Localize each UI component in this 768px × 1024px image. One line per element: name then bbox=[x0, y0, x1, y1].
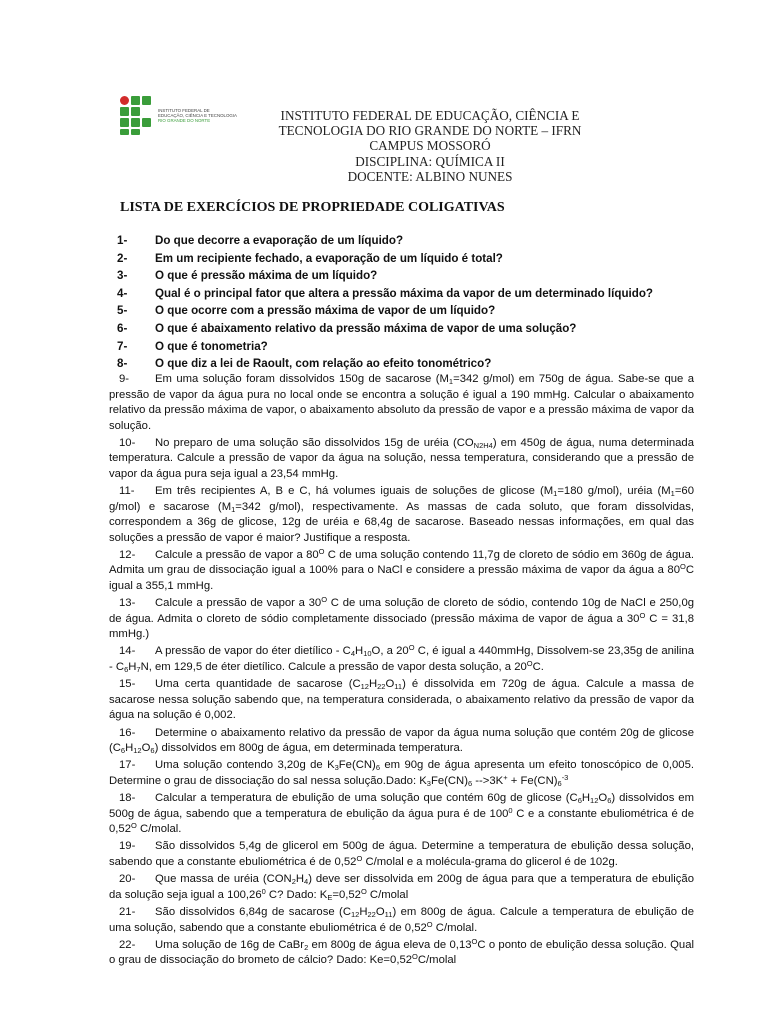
question-item: 6- O que é abaixamento relativo da pressão máxima de vapor de uma solução? bbox=[117, 321, 577, 335]
header-campus: CAMPUS MOSSORÓ bbox=[369, 138, 491, 154]
question-list bbox=[117, 232, 697, 373]
exercise-18: 18- Calcular a temperatura de ebulição de uma solução que contém 60g de glicose $(C_6H_{12}O_6)$ dissolvidos em 500g de água, sabendo que a temperatura de ebulição da água pura é de $100^0$ C e a constante ebuliométrica é de $0,52^O$ C/molal. bbox=[109, 792, 694, 836]
exercise-list bbox=[109, 372, 694, 971]
logo-line2: EDUCAÇÃO, CIÊNCIA E TECNOLOGIA bbox=[158, 113, 237, 118]
exercise-15: 15- Uma certa quantidade de sacarose $(C_{12}H_{22}O_{11})$ é dissolvida em 720g de água. Calcule a massa de sacarose nessa solução sabendo que, na temperatura considerada, o abaixamento relativo da pressão de vapor da água na solução é 0,002. bbox=[109, 678, 694, 722]
question-item: 8- O que diz a lei de Raoult, com relação ao efeito tonométrico? bbox=[117, 357, 492, 371]
header-discipline: DISCIPLINA: QUÍMICA II bbox=[355, 153, 505, 169]
exercise-9: 9- Em uma solução foram dissolvidos 150g de sacarose ($M_1=342$ g/mol) em 750g de água. Sabe-se que a pressão de vapor da água pura no local onde se encontra a solução é igual a 190 mmHg. Calcular o abaixamento relativo da pressão máxima de vapor, o abaixamento absoluto da pressão de vapor e a pressão máxima de vapor da solução. bbox=[109, 373, 695, 432]
document-title: LISTA DE EXERCÍCIOS DE PROPRIEDADE COLIGATIVAS bbox=[120, 200, 505, 215]
exercise-12: 12- Calcule a pressão de vapor a $80^O$ C de uma solução contendo 11,7g de cloreto de sódio em 360g de água. Admita um grau de dissociação igual a 100% para o NaCl e considere a pressão máxima de vapor da água a $80^OC$ igual a 355,1 mmHg. bbox=[109, 546, 695, 592]
question-item: 3- O que é pressão máxima de um líquido? bbox=[117, 269, 378, 283]
exercise-22: 22- Uma solução de 16g de CaBr$_2$ em 800g de água eleva de $0,13^OC$ o ponto de ebulição dessa solução. Qual o grau de dissociação do brometo de cálcio? Dado: $Ke=0,52^OC$/molal bbox=[109, 936, 694, 967]
institution-header bbox=[260, 108, 600, 184]
logo-line3: RIO GRANDE DO NORTE bbox=[158, 118, 211, 123]
exercise-17: 17- Uma solução contendo 3,20g de $K_3Fe(CN)_6$ em 90g de água apresenta um efeito tonoscópico de 0,005. Determine o grau de dissociação do sal nessa solução.Dado: $K_3Fe(CN)_6$ $-->3K^+ + Fe(CN)_6^{-3}$ bbox=[109, 759, 694, 788]
logo-text bbox=[158, 108, 238, 123]
question-item: 4- Qual é o principal fator que altera a pressão máxima da vapor de um determinado líquido? bbox=[117, 286, 654, 300]
header-line2: TECNOLOGIA DO RIO GRANDE DO NORTE – IFRN bbox=[278, 123, 582, 139]
question-item: 7- O que é tonometria? bbox=[117, 339, 268, 353]
header-teacher: DOCENTE: ALBINO NUNES bbox=[347, 168, 513, 184]
logo-grid-icon bbox=[120, 96, 154, 136]
ifrn-logo bbox=[120, 96, 238, 140]
header-line1: INSTITUTO FEDERAL DE EDUCAÇÃO, CIÊNCIA E bbox=[280, 108, 580, 123]
exercise-16: 16- Determine o abaixamento relativo da pressão de vapor da água numa solução que contém 20g de glicose $(C_6H_{12}O_6)$ dissolvidos em 800g de água, em determinada temperatura. bbox=[109, 726, 694, 756]
question-item: 5- O que ocorre com a pressão máxima de vapor de um líquido? bbox=[117, 304, 496, 318]
exercise-11: 11- Em três recipientes A, B e C, há volumes iguais de soluções de glicose ($M_1=180$ g/mol), uréia ($M_1=60$ g/mol) e sacarose ($M_1=342$ g/mol), respectivamente. As massas de cada soluto, que foram dissolvidas, correspondem a 36g de glicose, 12g de uréia e 68,4g de sacarose. Baseado nessas informações, em qual das soluções a pressão de vapor é maior? Justifique a resposta. bbox=[109, 485, 694, 544]
exercise-21: 21- São dissolvidos 6,84g de sacarose $(C_{12}H_{22}O_{11})$ em 800g de água. Calcule a temperatura de ebulição de uma solução, sabendo que a constante ebuliométrica é de $0,52^O$ C/molal. bbox=[109, 906, 694, 934]
exercise-14: 14- A pressão de vapor do éter dietílico - $C_4H_{10}O$, a $20^O$ C, é igual a 440mmHg, Dissolvem-se 23,35g de anilina - $C_6H_7N$, em 129,5 de éter dietílico. Calcule a pressão de vapor desta solução, a $20^OC$. bbox=[109, 643, 694, 674]
exercise-13: 13- Calcule a pressão de vapor a $30^O$ C de uma solução de cloreto de sódio, contendo 10g de NaCl e 250,0g de água. Admita o cloreto de sódio completamente dissociado (pressão máxima de vapor de água a $30^O$ C = 31,8 mmHg.) bbox=[109, 595, 695, 641]
question-item: 1- Do que decorre a evaporação de um líquido? bbox=[117, 234, 404, 247]
logo-line1: INSTITUTO FEDERAL DE bbox=[158, 108, 210, 113]
exercise-20: 20- Que massa de uréia $(CON_2H_4)$ deve ser dissolvida em 200g de água para que a temperatura de ebulição da solução seja igual a 100,26$^0$ C? Dado: $K_E=0,52^O$ C/molal bbox=[109, 873, 694, 902]
exercise-10: 10- No preparo de uma solução são dissolvidos 15g de uréia $(CO_{N2H4})$ em 450g de água, numa determinada temperatura. Calcule a pressão de vapor da água na solução, nessa temperatura, considerando que a pressão de vapor da água pura seja igual a 23,54 mmHg. bbox=[109, 436, 694, 480]
exercise-19: 19- São dissolvidos 5,4g de glicerol em 500g de água. Determine a temperatura de ebulição dessa solução, sabendo que a constante ebuliométrica é de $0,52^O$ C/molal e a molécula-grama do glicerol é de 102g. bbox=[109, 840, 694, 868]
question-item: 2- Em um recipiente fechado, a evaporação de um líquido é total? bbox=[117, 251, 503, 265]
